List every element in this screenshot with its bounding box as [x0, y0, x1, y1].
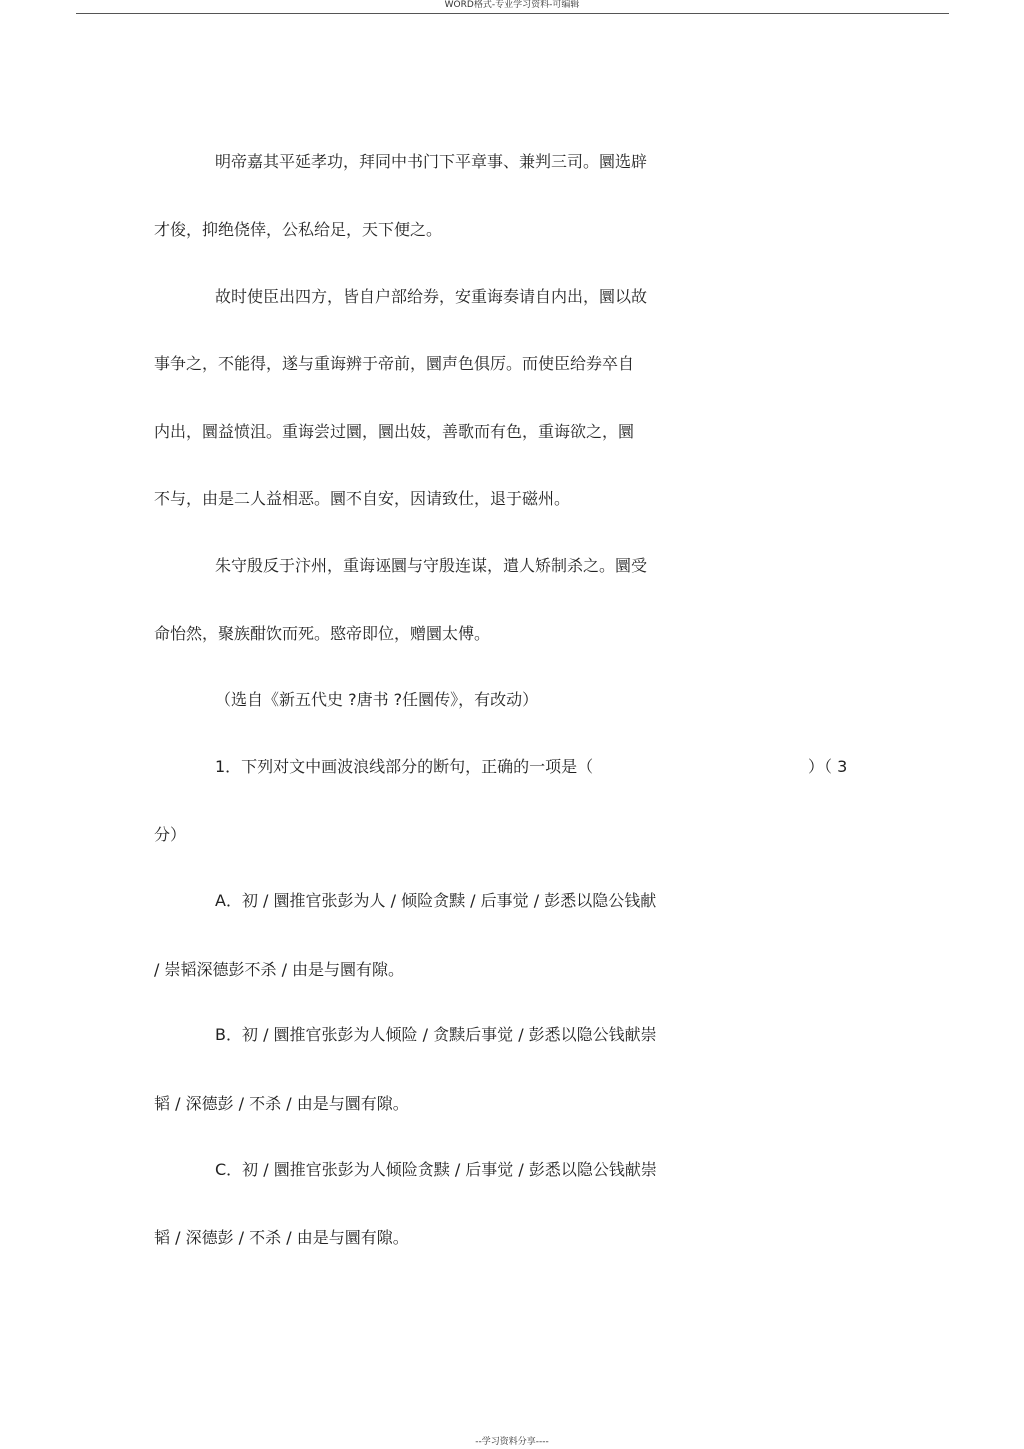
source-citation: （选自《新五代史 ?唐书 ?任圜传》，有改动） — [215, 690, 539, 709]
page-footer: --学习资料分享---- — [475, 1437, 549, 1447]
option-a-line-1: A．初 / 圜推官张彭为人 / 倾险贪黩 / 后事觉 / 彭悉以隐公钱献 — [215, 891, 657, 910]
text-line-2: 才俊，抑绝侥倖，公私给足，天下便之。 — [154, 220, 443, 239]
text-line-6: 不与，由是二人益相恶。圜不自安，因请致仕，退于磁州。 — [154, 489, 571, 508]
text-line-4: 事争之，不能得，遂与重诲辨于帝前，圜声色俱厉。而使臣给券卒自 — [154, 354, 635, 373]
question-1-text: 1．下列对文中画波浪线部分的断句，正确的一项是（ — [215, 757, 594, 776]
question-1-points-unit: 分） — [154, 825, 187, 844]
option-a-line-2: / 崇韬深德彭不杀 / 由是与圜有隙。 — [154, 960, 405, 979]
text-line-1: 明帝嘉其平延孝功，拜同中书门下平章事、兼判三司。圜选辟 — [215, 152, 648, 171]
question-1-points: ）（ 3 — [808, 757, 848, 776]
text-line-3: 故时使臣出四方，皆自户部给券，安重诲奏请自内出，圜以故 — [215, 287, 648, 306]
text-line-8: 命怡然，聚族酣饮而死。愍帝即位，赠圜太傅。 — [154, 624, 491, 643]
text-line-7: 朱守殷反于汴州，重诲诬圜与守殷连谋，遣人矫制杀之。圜受 — [215, 556, 648, 575]
page-header: WORD格式-专业学习资料-可编辑 — [444, 0, 580, 10]
header-divider — [76, 13, 949, 14]
option-c-line-2: 韬 / 深德彭 / 不杀 / 由是与圜有隙。 — [154, 1228, 409, 1247]
option-b-line-1: B．初 / 圜推官张彭为人倾险 / 贪黩后事觉 / 彭悉以隐公钱献崇 — [215, 1025, 657, 1044]
option-c-line-1: C．初 / 圜推官张彭为人倾险贪黩 / 后事觉 / 彭悉以隐公钱献崇 — [215, 1160, 657, 1179]
option-b-line-2: 韬 / 深德彭 / 不杀 / 由是与圜有隙。 — [154, 1094, 409, 1113]
text-line-5: 内出，圜益愤沮。重诲尝过圜，圜出妓，善歌而有色，重诲欲之，圜 — [154, 422, 635, 441]
